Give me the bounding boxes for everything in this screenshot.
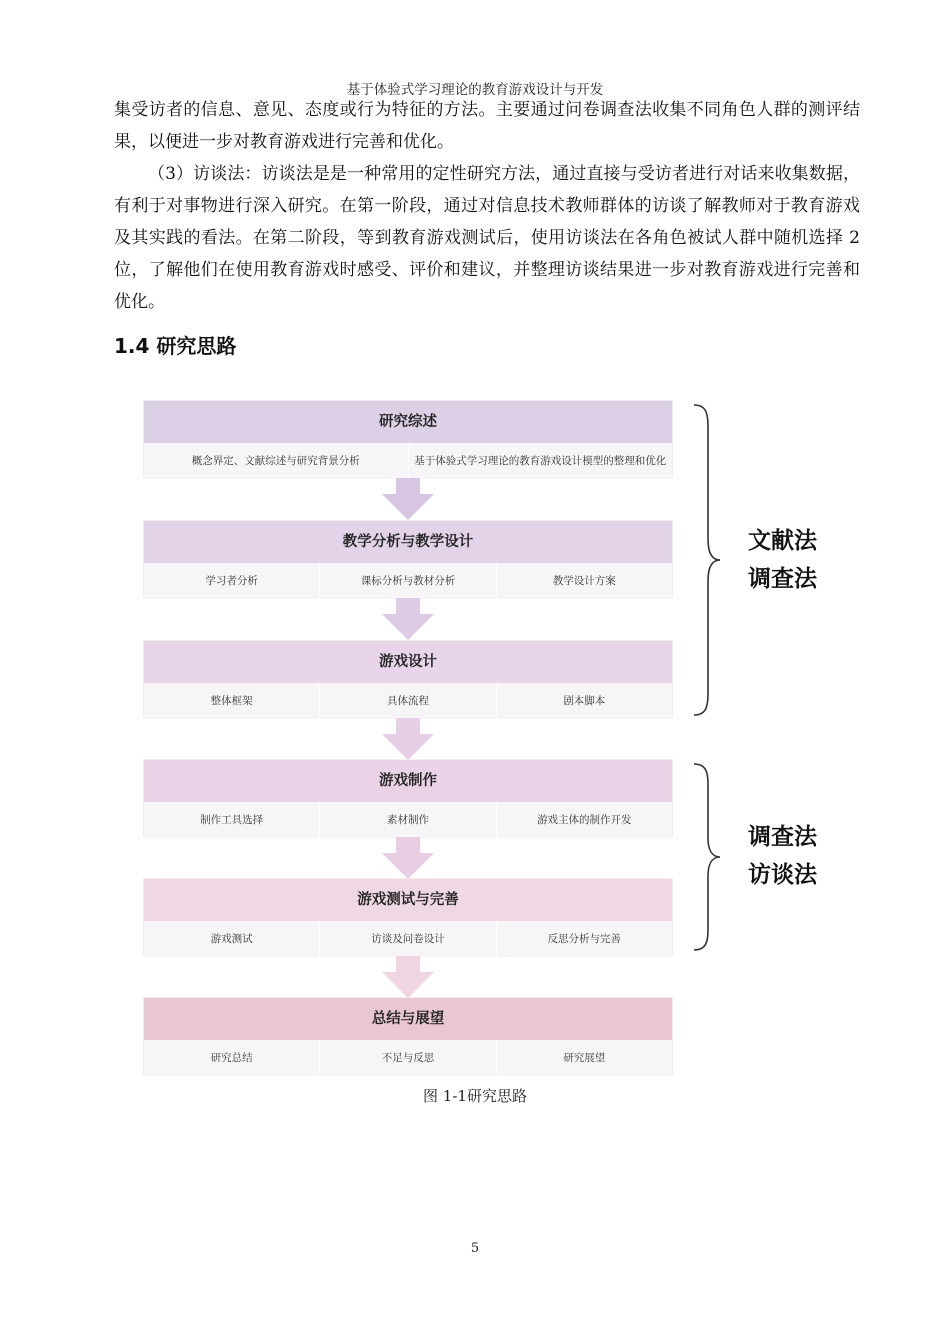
- stage-game-testing: [143, 878, 673, 956]
- stage-item: 学习者分析: [144, 563, 320, 599]
- stage-item: 课标分析与教材分析: [320, 563, 496, 599]
- stage-title: 总结与展望: [144, 998, 672, 1040]
- flow-arrow-icon: [382, 478, 434, 520]
- flow-arrow-icon: [382, 598, 434, 640]
- method-label-group-1: [748, 522, 817, 598]
- stage-item: 素材制作: [320, 802, 496, 838]
- flow-arrow-icon: [382, 718, 434, 760]
- stage-game-design: [143, 640, 673, 718]
- paragraph-2-text: （3）访谈法：访谈法是是一种常用的定性研究方法，通过直接与受访者进行对话来收集数据，有利于对事物进行深入研究。在第一阶段，通过对信息技术教师群体的访谈了解教师对于教育游戏及其实践的看法。在第二阶段，等到教育游戏测试后，使用访谈法在各角色被试人群中随机选择 2 位，了解他们在使用教育游戏时感受、评价和建议，并整理访谈结果进一步对教育游戏进行完善和优化。: [114, 164, 860, 312]
- right-brace-icon: [692, 403, 722, 717]
- stage-item: 访谈及问卷设计: [320, 921, 496, 957]
- stage-item: 研究总结: [144, 1040, 320, 1076]
- stage-game-production: [143, 759, 673, 837]
- stage-item: 基于体验式学习理论的教育游戏设计模型的整理和优化: [409, 443, 673, 479]
- stage-title: 游戏制作: [144, 760, 672, 802]
- right-brace-icon: [692, 762, 722, 952]
- figure-caption: 图 1-1研究思路: [423, 1087, 527, 1105]
- stage-item: 制作工具选择: [144, 802, 320, 838]
- method-label-line: 文献法: [748, 528, 817, 554]
- stage-title: 游戏测试与完善: [144, 879, 672, 921]
- stage-item: 整体框架: [144, 683, 320, 719]
- method-label-group-2: [748, 818, 817, 894]
- method-label-line: 调查法: [748, 824, 817, 850]
- stage-title: 游戏设计: [144, 641, 672, 683]
- stage-summary: [143, 997, 673, 1075]
- stage-title: 研究综述: [144, 401, 672, 443]
- stage-literature-review: [143, 400, 673, 478]
- stage-teaching-analysis: [143, 520, 673, 598]
- page-number: 5: [470, 1241, 480, 1256]
- stage-item: 概念界定、文献综述与研究背景分析: [144, 443, 409, 479]
- stage-item: 不足与反思: [320, 1040, 496, 1076]
- running-header: 基于体验式学习理论的教育游戏设计与开发: [346, 82, 604, 98]
- paragraph-1-text: 集受访者的信息、意见、态度或行为特征的方法。主要通过问卷调查法收集不同角色人群的测评结果，以便进一步对教育游戏进行完善和优化。: [114, 100, 860, 152]
- flow-arrow-icon: [382, 956, 434, 998]
- stage-item: 反思分析与完善: [497, 921, 672, 957]
- section-heading: 1.4 研究思路: [114, 334, 237, 358]
- method-label-line: 调查法: [748, 566, 817, 592]
- flow-arrow-icon: [382, 837, 434, 879]
- stage-item: 游戏主体的制作开发: [497, 802, 672, 838]
- method-label-line: 访谈法: [748, 862, 817, 888]
- stage-title: 教学分析与教学设计: [144, 521, 672, 563]
- stage-item: 研究展望: [497, 1040, 672, 1076]
- stage-item: 剧本脚本: [497, 683, 672, 719]
- stage-item: 教学设计方案: [497, 563, 672, 599]
- stage-item: 游戏测试: [144, 921, 320, 957]
- stage-item: 具体流程: [320, 683, 496, 719]
